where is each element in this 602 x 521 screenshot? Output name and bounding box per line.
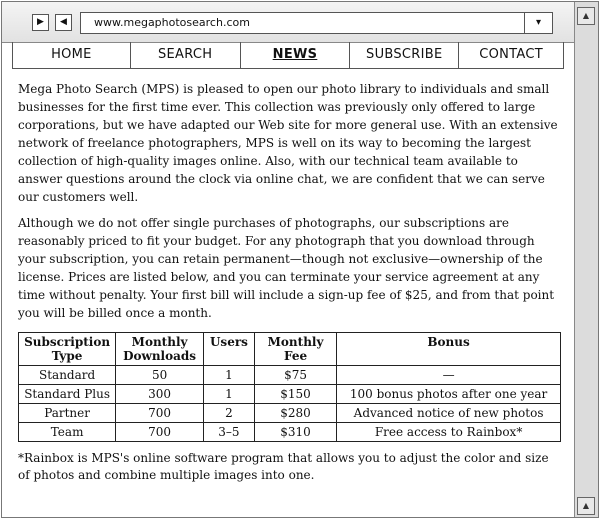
cell-downloads: 700: [116, 423, 204, 442]
cell-downloads: 300: [116, 385, 204, 404]
back-icon[interactable]: ◀: [55, 14, 72, 31]
cell-downloads: 50: [116, 366, 204, 385]
cell-fee: $75: [254, 366, 336, 385]
cell-users: 1: [203, 385, 254, 404]
tab-news[interactable]: NEWS: [241, 42, 351, 68]
subscription-table: [18, 332, 561, 442]
table-row: [19, 366, 561, 385]
header-monthly-downloads: Monthly Downloads: [116, 333, 204, 366]
site-nav: [12, 42, 564, 69]
browser-window: [1, 1, 599, 518]
header-monthly-fee: Monthly Fee: [254, 333, 336, 366]
table-row: [19, 385, 561, 404]
url-text[interactable]: www.megaphotosearch.com: [94, 16, 250, 29]
cell-fee: $310: [254, 423, 336, 442]
header-users: Users: [203, 333, 254, 366]
cell-users: 1: [203, 366, 254, 385]
cell-bonus: —: [337, 366, 561, 385]
scroll-down-icon[interactable]: ▲: [577, 497, 595, 515]
cell-bonus: Free access to Rainbox*: [337, 423, 561, 442]
table-header-row: [19, 333, 561, 366]
vertical-scrollbar[interactable]: [574, 2, 598, 517]
cell-users: 2: [203, 404, 254, 423]
intro-paragraph: Mega Photo Search (MPS) is pleased to open our photo library to individuals and small businesses for the first time ever. This collection was previously only offered to large corporations, but we have adapted our Web site for more general use. With an extensive network of freelance photographers, MPS is well on its way to becoming the largest collection of high-quality images online. Also, with our technical team available to answer questions around the clock via online chat, we are confident that we can serve our customers well.: [18, 82, 558, 204]
cell-type: Team: [19, 423, 116, 442]
cell-bonus: Advanced notice of new photos: [337, 404, 561, 423]
tab-contact[interactable]: CONTACT: [459, 42, 564, 68]
tab-home[interactable]: HOME: [13, 42, 131, 68]
table-row: [19, 404, 561, 423]
header-bonus: Bonus: [337, 333, 561, 366]
pricing-paragraph: Although we do not offer single purchases of photographs, our subscriptions are reasonably priced to fit your budget. For any photograph that you download through your subscription, you can retain permanent—though not exclusive—ownership of the license. Prices are listed below, and you can terminate your service agreement at any time without penalty. Your first bill will include a sign-up fee of $25, and from that point you will be billed once a month.: [18, 216, 555, 320]
url-field[interactable]: [80, 12, 553, 34]
header-subscription-type: Subscription Type: [19, 333, 116, 366]
rainbox-footnote: *Rainbox is MPS's online software program that allows you to adjust the color and size of photos and combine multiple images into one.: [18, 451, 549, 482]
tab-search[interactable]: SEARCH: [131, 42, 241, 68]
cell-bonus: 100 bonus photos after one year: [337, 385, 561, 404]
cell-users: 3–5: [203, 423, 254, 442]
cell-downloads: 700: [116, 404, 204, 423]
news-article: [18, 80, 563, 484]
address-bar: [2, 2, 574, 43]
cell-fee: $280: [254, 404, 336, 423]
tab-subscribe[interactable]: SUBSCRIBE: [350, 42, 459, 68]
forward-icon[interactable]: ▶: [32, 14, 49, 31]
cell-type: Partner: [19, 404, 116, 423]
table-row: [19, 423, 561, 442]
cell-type: Standard Plus: [19, 385, 116, 404]
chevron-down-icon[interactable]: ▾: [524, 13, 552, 33]
cell-type: Standard: [19, 366, 116, 385]
scroll-up-icon[interactable]: ▲: [577, 7, 595, 25]
cell-fee: $150: [254, 385, 336, 404]
